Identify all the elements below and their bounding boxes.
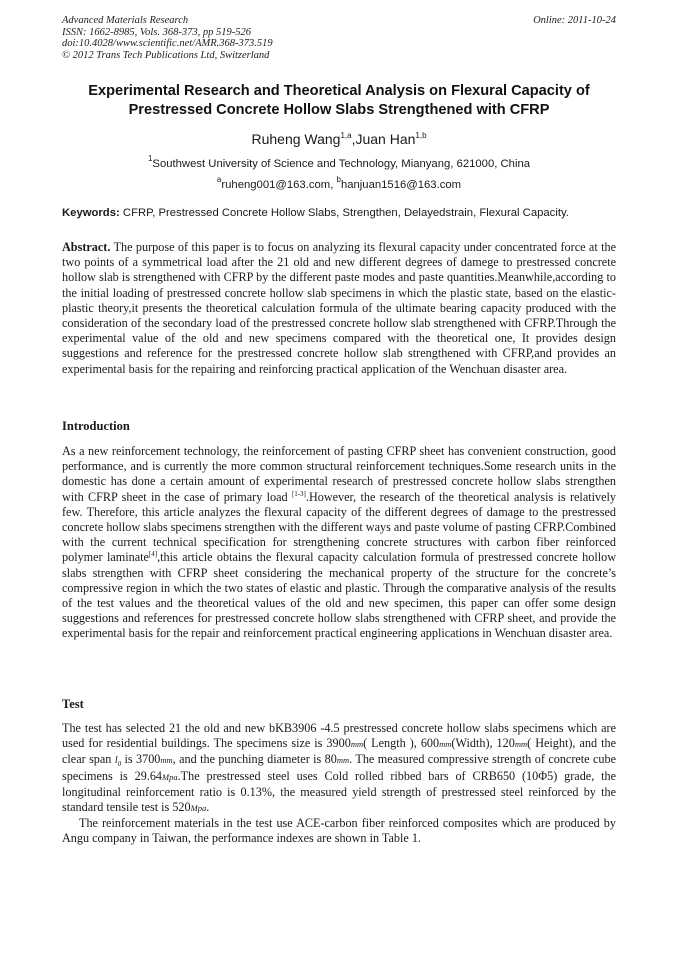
paper-title [62, 82, 616, 120]
journal-name: Advanced Materials Research [62, 15, 189, 26]
unit-mm: mm [336, 755, 350, 766]
author-emails [62, 175, 616, 193]
unit-mpa: Mpa [190, 803, 207, 814]
unit-mm: mm [160, 755, 173, 766]
affiliation-text: Southwest University of Science and Technology, Mianyang, 621000, China [152, 158, 531, 170]
keywords-label: Keywords: [62, 207, 120, 219]
journal-copyright: © 2012 Trans Tech Publications Ltd, Switzerland [62, 49, 270, 61]
author-name: Juan Han [355, 131, 416, 147]
journal-doi[interactable]: doi:10.4028/www.scientific.net/AMR.368-373.519 [62, 38, 273, 49]
introduction-paragraph [62, 444, 616, 642]
author-separator: , [351, 131, 356, 147]
section-heading-introduction: Introduction [62, 419, 130, 433]
introduction-text: ,this article obtains the flexural capacity calculation formula of prestressed concrete hollow slabs strengthen with CFRP sheet considering the mechanical property of the structure for the concrete’s compressive region in which the two states of elastic and plastic. Through the comparative analysis of the results of the test values and the theoretical values of the old and new specimen, this paper can offer some design suggestions and references for prestressed concrete hollow slabs strengthened with CFRP sheet, and provide the experimental basis for the repair and reinforcement practical engineering applications in Wenchuan disaster area. [62, 550, 617, 641]
introduction-text: .However, the research of the theoretical analysis is relatively few. Therefore, this article analyzes the flexural capacity of the different degrees of damage to the prestressed concrete hollow slabs specimens strengthen with the different ways and paste volume of pasting CFRP.Combined with the current technical specification for strengthening concrete structures with carbon fiber reinforced polymer laminate [62, 489, 616, 565]
citation[interactable]: [1-3] [291, 489, 306, 498]
introduction-text: As a new reinforcement technology, the reinforcement of pasting CFRP sheet has convenient construction, good performance, and is currently the more common structural reinforcement techniques.Some research units in the domestic has done a certain amount of experimental research of prestressed concrete hollow slabs strengthen with CFRP sheet in the case of primary load [62, 444, 616, 504]
test-text: The reinforcement materials in the test use ACE-carbon fiber reinforced composites which are produced by Angu company in Taiwan, the performance indexes are shown in Table 1. [62, 816, 616, 846]
test-paragraph-1 [62, 721, 616, 816]
email-mark: b [336, 175, 341, 184]
author-affiliation-mark: 1,b [415, 131, 427, 140]
keywords [62, 206, 616, 221]
paper-title-line-2: Prestressed Concrete Hollow Slabs Strengthened with CFRP [128, 102, 550, 118]
test-text: The test has selected 21 the old and new bKB3906 -4.5 prestressed concrete hollow slabs specimens which are used for residential buildings. The specimens size is 3900 [62, 721, 616, 751]
test-text: ( Length ), 600 [363, 736, 440, 751]
section-heading-test: Test [62, 697, 84, 711]
email-link[interactable]: ruheng001@163.com, [221, 179, 337, 191]
affiliation [62, 154, 616, 172]
test-text: (Width), 120 [451, 736, 515, 751]
author-list [62, 130, 616, 148]
unit-mm: mm [439, 739, 452, 750]
abstract-text: The purpose of this paper is to focus on analyzing its flexural capacity under concentrated force at the two points of a symmetrical load after the 21 old and new different degrees of damege to prestressed concrete hollow slab is strengthened with CFRP by the different paste modes and paste quantities.Meanwhile,according to the initial loading of prestressed concrete hollow slab specimens in which the plastic state, based on the elastic-plastic theory,it presents the theoretical calculation formula of the ultimate bearing capacity produced with the consideration of the secondary load of the prestressed concrete hollow slab strengthened with CFRP.Through the experimental value of the old and new specimens compared with the theoretical one, It provides design suggestions and reference for the prestressed concrete hollow slab strengthened with CFRP,and provides an experimental basis for the repairing and reinforcing practical application of the Wenchuan disaster area. [62, 240, 616, 376]
author-affiliation-mark: 1,a [340, 131, 352, 140]
author-name: Ruheng Wang [251, 131, 341, 147]
unit-mm: mm [514, 739, 528, 750]
paper-title-line-1: Experimental Research and Theoretical Analysis on Flexural Capacity of [88, 83, 590, 99]
test-text: ( Height), and the clear span [62, 736, 616, 767]
test-section [62, 721, 616, 847]
email-link[interactable]: hanjuan1516@163.com [340, 179, 462, 191]
test-text: .The prestressed steel uses Cold rolled ribbed bars of CRB650 (10Φ5) grade, the longitudinal reinforcement ratio is 0.13%, the measured yield strength of prestressed steel reinforced by the standard tensile test is 520 [62, 768, 616, 815]
journal-issn: ISSN: 1662-8985, Vols. 368-373, pp 519-526 [62, 26, 251, 38]
test-text: . The measured compressive strength of concrete cube specimens is 29.64 [62, 752, 616, 783]
test-text: is 3700 [121, 752, 161, 767]
clear-span-symbol: $l_0$ [114, 755, 122, 769]
unit-mm: mm [350, 739, 364, 750]
citation[interactable]: [4] [148, 550, 158, 559]
journal-header [62, 15, 616, 61]
affiliation-mark: 1 [147, 154, 153, 163]
test-text: , and the punching diameter is 80 [172, 752, 337, 767]
test-text: . [206, 800, 210, 815]
abstract [62, 240, 616, 377]
online-date: Online: 2011-10-24 [533, 15, 616, 26]
keywords-text: CFRP, Prestressed Concrete Hollow Slabs, Strengthen, Delayedstrain, Flexural Capacity. [119, 207, 569, 219]
email-mark: a [216, 175, 222, 184]
abstract-label: Abstract. [62, 240, 111, 254]
test-paragraph-2 [62, 816, 616, 846]
unit-mpa: Mpa [162, 771, 178, 782]
